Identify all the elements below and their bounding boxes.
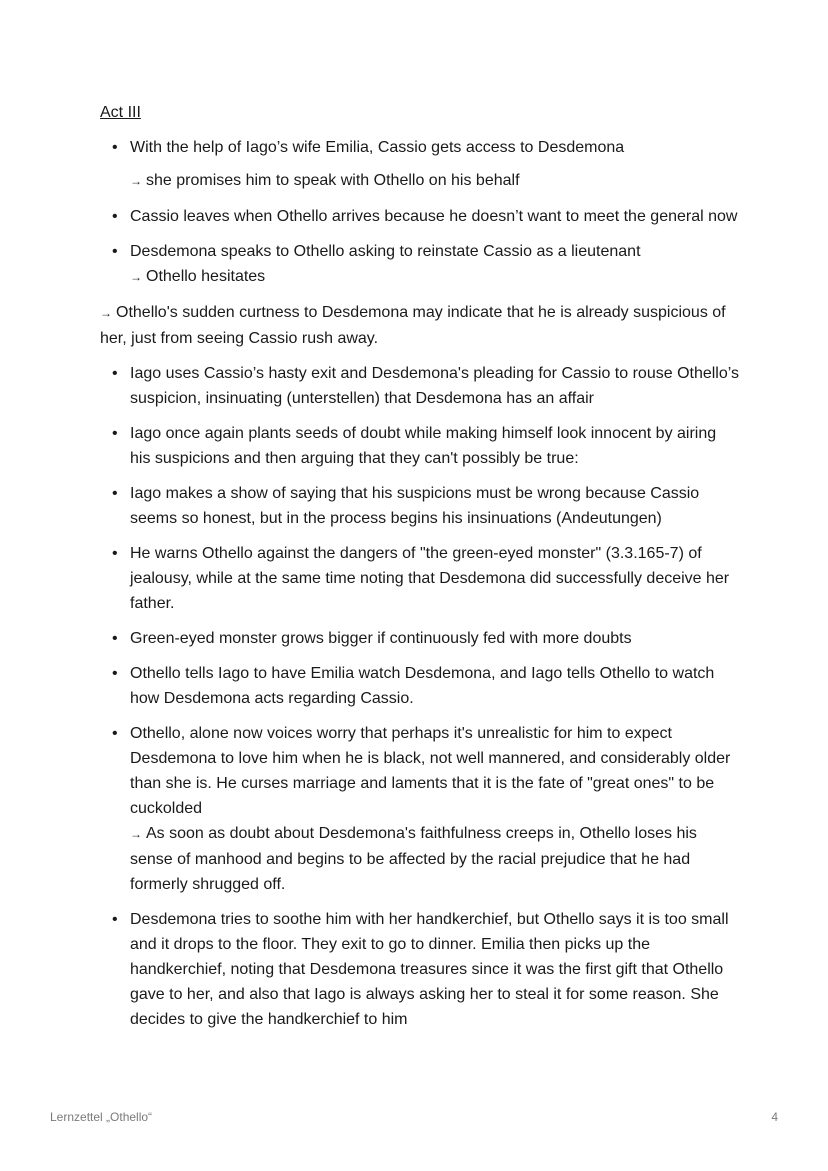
list-item: • Desdemona speaks to Othello asking to reinstate Cassio as a lieutenant → Othello hesitates xyxy=(100,239,740,290)
arrow-icon: → xyxy=(100,306,112,320)
list-item: • Iago once again plants seeds of doubt while making himself look innocent by airing his suspicions and then arguing that they can't possibly be true: xyxy=(100,421,740,471)
list-item: • Desdemona tries to soothe him with her handkerchief, but Othello says it is too small and it drops to the floor. They exit to go to dinner. Emilia then picks up the handkerchief, noting that Desdemona treasures since it was the first gift that Othello gave to her, and also that Iago is always asking her to steal it for some reason. She decides to give the handkerchief to him xyxy=(100,907,740,1032)
section-heading: Act III xyxy=(100,104,141,121)
note-paragraph: → Othello's sudden curtness to Desdemona may indicate that he is already suspicious of her, just from seeing Cassio rush away. xyxy=(100,304,726,347)
list-item: • Cassio leaves when Othello arrives because he doesn’t want to meet the general now xyxy=(100,204,740,229)
arrow-icon: → xyxy=(130,270,142,284)
list-item: • He warns Othello against the dangers of "the green-eyed monster" (3.3.165-7) of jealousy, while at the same time noting that Desdemona did successfully deceive her father. xyxy=(100,541,740,616)
document-page xyxy=(100,100,740,1042)
sub-point: → she promises him to speak with Othello on his behalf xyxy=(130,172,520,189)
list-item: • Othello, alone now voices worry that perhaps it's unrealistic for him to expect Desdemona to love him when he is black, not well mannered, and considerably older than she is. He curses marriage and laments that it is the fate of "great ones" to be cuckolded → As soon as doubt about Desdemona's faithfulness creeps in, Othello loses his sense of manhood and begins to be affected by the racial prejudice that he had formerly shrugged off. xyxy=(100,721,740,897)
arrow-icon: → xyxy=(130,827,142,841)
list-item: • Iago uses Cassio’s hasty exit and Desdemona's pleading for Cassio to rouse Othello’s suspicion, insinuating (unterstellen) that Desdemona has an affair xyxy=(100,361,740,411)
page-number: 4 xyxy=(771,1110,778,1124)
footer-title: Lernzettel „Othello“ xyxy=(50,1110,153,1124)
list-item: • Iago makes a show of saying that his suspicions must be wrong because Cassio seems so honest, but in the process begins his insinuations (Andeutungen) xyxy=(100,481,740,531)
sub-point: → As soon as doubt about Desdemona's faithfulness creeps in, Othello loses his sense of manhood and begins to be affected by the racial prejudice that he had formerly shrugged off. xyxy=(130,825,697,893)
list-item: • With the help of Iago’s wife Emilia, Cassio gets access to Desdemona → she promises him to speak with Othello on his behalf xyxy=(100,135,740,194)
bullet-list-2 xyxy=(100,361,740,1032)
bullet-list-1 xyxy=(100,135,740,290)
list-item: • Othello tells Iago to have Emilia watch Desdemona, and Iago tells Othello to watch how Desdemona acts regarding Cassio. xyxy=(100,661,740,711)
list-item: • Green-eyed monster grows bigger if continuously fed with more doubts xyxy=(100,626,740,651)
sub-point: → Othello hesitates xyxy=(130,268,266,285)
arrow-icon: → xyxy=(130,174,142,188)
